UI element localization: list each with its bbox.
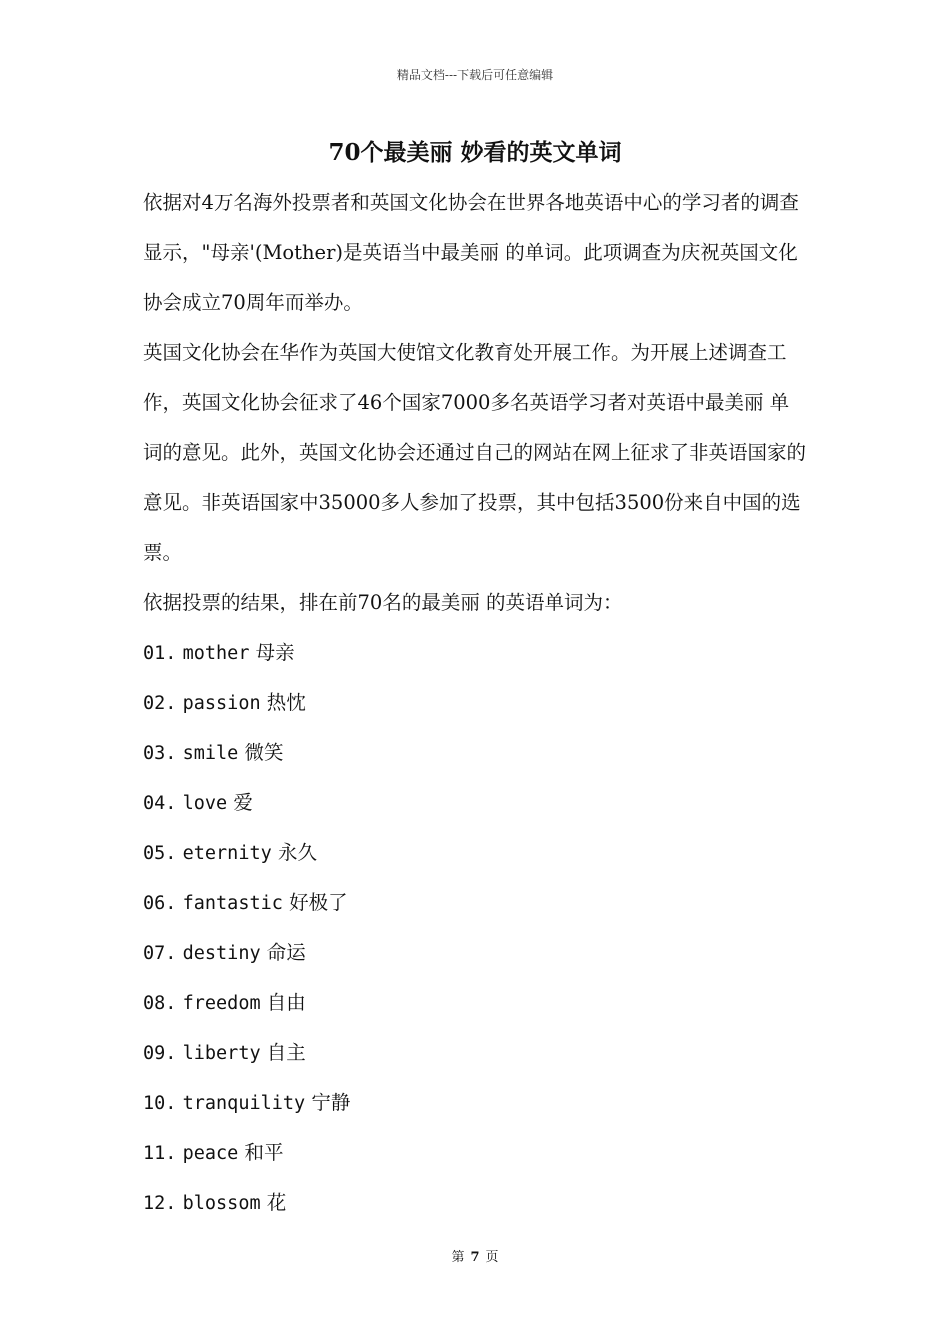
item-number: 08. <box>143 993 177 1014</box>
item-number: 06. <box>143 893 177 914</box>
item-chinese: 好极了 <box>289 891 348 914</box>
paragraph-intro-list: 依据投票的结果，排在前70名的最美丽 的英语单词为： <box>143 591 623 614</box>
item-number: 12. <box>143 1193 177 1214</box>
list-item <box>143 878 808 928</box>
list-item <box>143 778 808 828</box>
list-item <box>143 1178 808 1228</box>
list-item <box>143 1028 808 1078</box>
item-english: love <box>182 793 228 814</box>
document-title: 70个最美丽 妙看的英文单词 <box>328 139 622 166</box>
item-number: 01. <box>143 643 177 664</box>
list-item <box>143 978 808 1028</box>
item-chinese: 爱 <box>233 791 253 814</box>
item-english: destiny <box>182 943 261 964</box>
list-item <box>143 728 808 778</box>
list-item <box>143 1078 808 1128</box>
item-english: peace <box>182 1143 239 1164</box>
item-number: 02. <box>143 693 177 714</box>
page-header: 精品文档---下载后可任意编辑 <box>396 68 554 82</box>
paragraph-survey: 依据对4万名海外投票者和英国文化协会在世界各地英语中心的学习者的调查显示，"母亲'(Mother)是英语当中最美丽 的单词。此项调查为庆祝英国文化协会成立70周年而举办。 <box>143 191 799 314</box>
list-item <box>143 928 808 978</box>
item-chinese: 母亲 <box>255 641 295 664</box>
item-chinese: 宁静 <box>311 1091 351 1114</box>
item-english: liberty <box>182 1043 261 1064</box>
item-number: 03. <box>143 743 177 764</box>
item-chinese: 花 <box>266 1191 287 1214</box>
item-chinese: 自由 <box>266 991 306 1014</box>
item-chinese: 永久 <box>277 841 317 864</box>
item-english: tranquility <box>182 1093 306 1114</box>
item-english: mother <box>182 643 250 664</box>
page-number-suffix: 页 <box>485 1250 499 1265</box>
item-number: 11. <box>143 1143 177 1164</box>
paragraph-british-council: 英国文化协会在华作为英国大使馆文化教育处开展工作。为开展上述调查工作，英国文化协会征求了46个国家7000多名英语学习者对英语中最美丽 单词的意见。此外，英国文化协会还通过自己的网站在网上征求了非英语国家的意见。非英语国家中35000多人参加了投票，其中包括3500份来自中国的选票。 <box>143 341 807 564</box>
item-english: blossom <box>182 1193 261 1214</box>
list-item <box>143 678 808 728</box>
item-chinese: 和平 <box>244 1141 284 1164</box>
item-english: freedom <box>182 993 261 1014</box>
item-number: 09. <box>143 1043 177 1064</box>
item-english: eternity <box>182 843 272 864</box>
list-item <box>143 828 808 878</box>
item-english: passion <box>182 693 261 714</box>
page-number-prefix: 第 <box>451 1250 465 1265</box>
item-number: 05. <box>143 843 177 864</box>
item-chinese: 微笑 <box>244 741 284 764</box>
word-list <box>143 628 808 1228</box>
page-number: 7 <box>470 1250 480 1265</box>
list-item <box>143 628 808 678</box>
item-number: 07. <box>143 943 177 964</box>
item-chinese: 热忱 <box>266 691 306 714</box>
item-chinese: 自主 <box>266 1041 306 1064</box>
item-number: 10. <box>143 1093 177 1114</box>
item-chinese: 命运 <box>266 941 306 964</box>
document-body <box>143 178 808 1228</box>
item-number: 04. <box>143 793 177 814</box>
item-english: smile <box>182 743 239 764</box>
page-footer <box>0 1246 950 1265</box>
list-item <box>143 1128 808 1178</box>
item-english: fantastic <box>182 893 283 914</box>
